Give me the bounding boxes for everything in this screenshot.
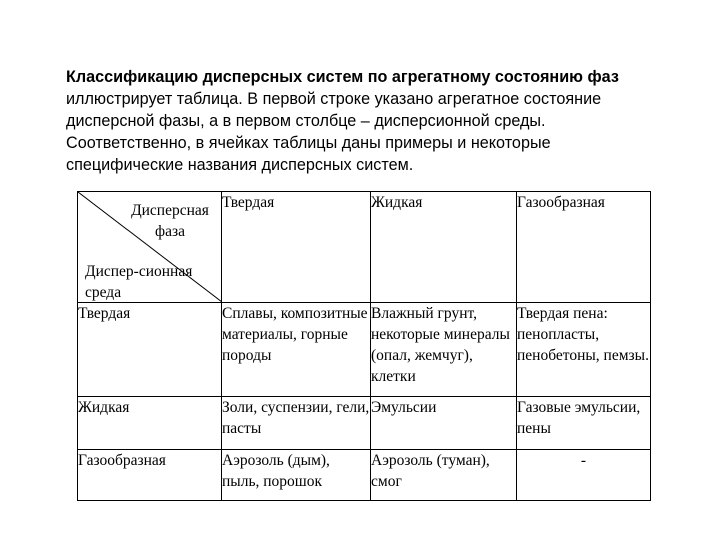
row-header-gas: Газообразная (78, 450, 222, 501)
intro-bold-lead: Классификацию дисперсных систем по агрегатному состоянию фаз (66, 68, 619, 86)
column-header-liquid: Жидкая (371, 192, 517, 303)
table-cell: Газовые эмульсии, пены (517, 397, 651, 450)
intro-rest: иллюстрирует таблица. В первой строке указано агрегатное состояние дисперсной фазы, а в первом столбце – дисперсионной среды. Соответственно, в ячейках таблицы даны примеры и некоторые специфические названия дисперсных систем. (66, 90, 602, 174)
column-header-solid: Твердая (222, 192, 371, 303)
row-header-liquid: Жидкая (78, 397, 222, 450)
table-cell: Эмульсии (371, 397, 517, 450)
disperse-systems-table (77, 191, 651, 501)
table-cell: - (517, 450, 651, 501)
table-cell: Твердая пена: пенопласты, пенобетоны, пемзы. (517, 303, 651, 397)
table-row (78, 303, 651, 397)
corner-cell (78, 192, 222, 303)
table-cell: Сплавы, композитные материалы, горные породы (222, 303, 371, 397)
table-cell: Влажный грунт, некоторые минералы (опал, жемчуг), клетки (371, 303, 517, 397)
corner-medium-label: Диспер-сионная среда (85, 263, 193, 301)
header-row (78, 192, 651, 303)
table-cell: Аэрозоль (дым), пыль, порошок (222, 450, 371, 501)
table-row (78, 397, 651, 450)
intro-paragraph (66, 66, 666, 176)
table-cell: Аэрозоль (туман), смог (371, 450, 517, 501)
row-header-solid: Твердая (78, 303, 222, 397)
table-row (78, 450, 651, 501)
column-header-gas: Газообразная (517, 192, 651, 303)
table-cell: Золи, суспензии, гели, пасты (222, 397, 371, 450)
corner-phase-label: Дисперсная фаза (131, 202, 209, 240)
